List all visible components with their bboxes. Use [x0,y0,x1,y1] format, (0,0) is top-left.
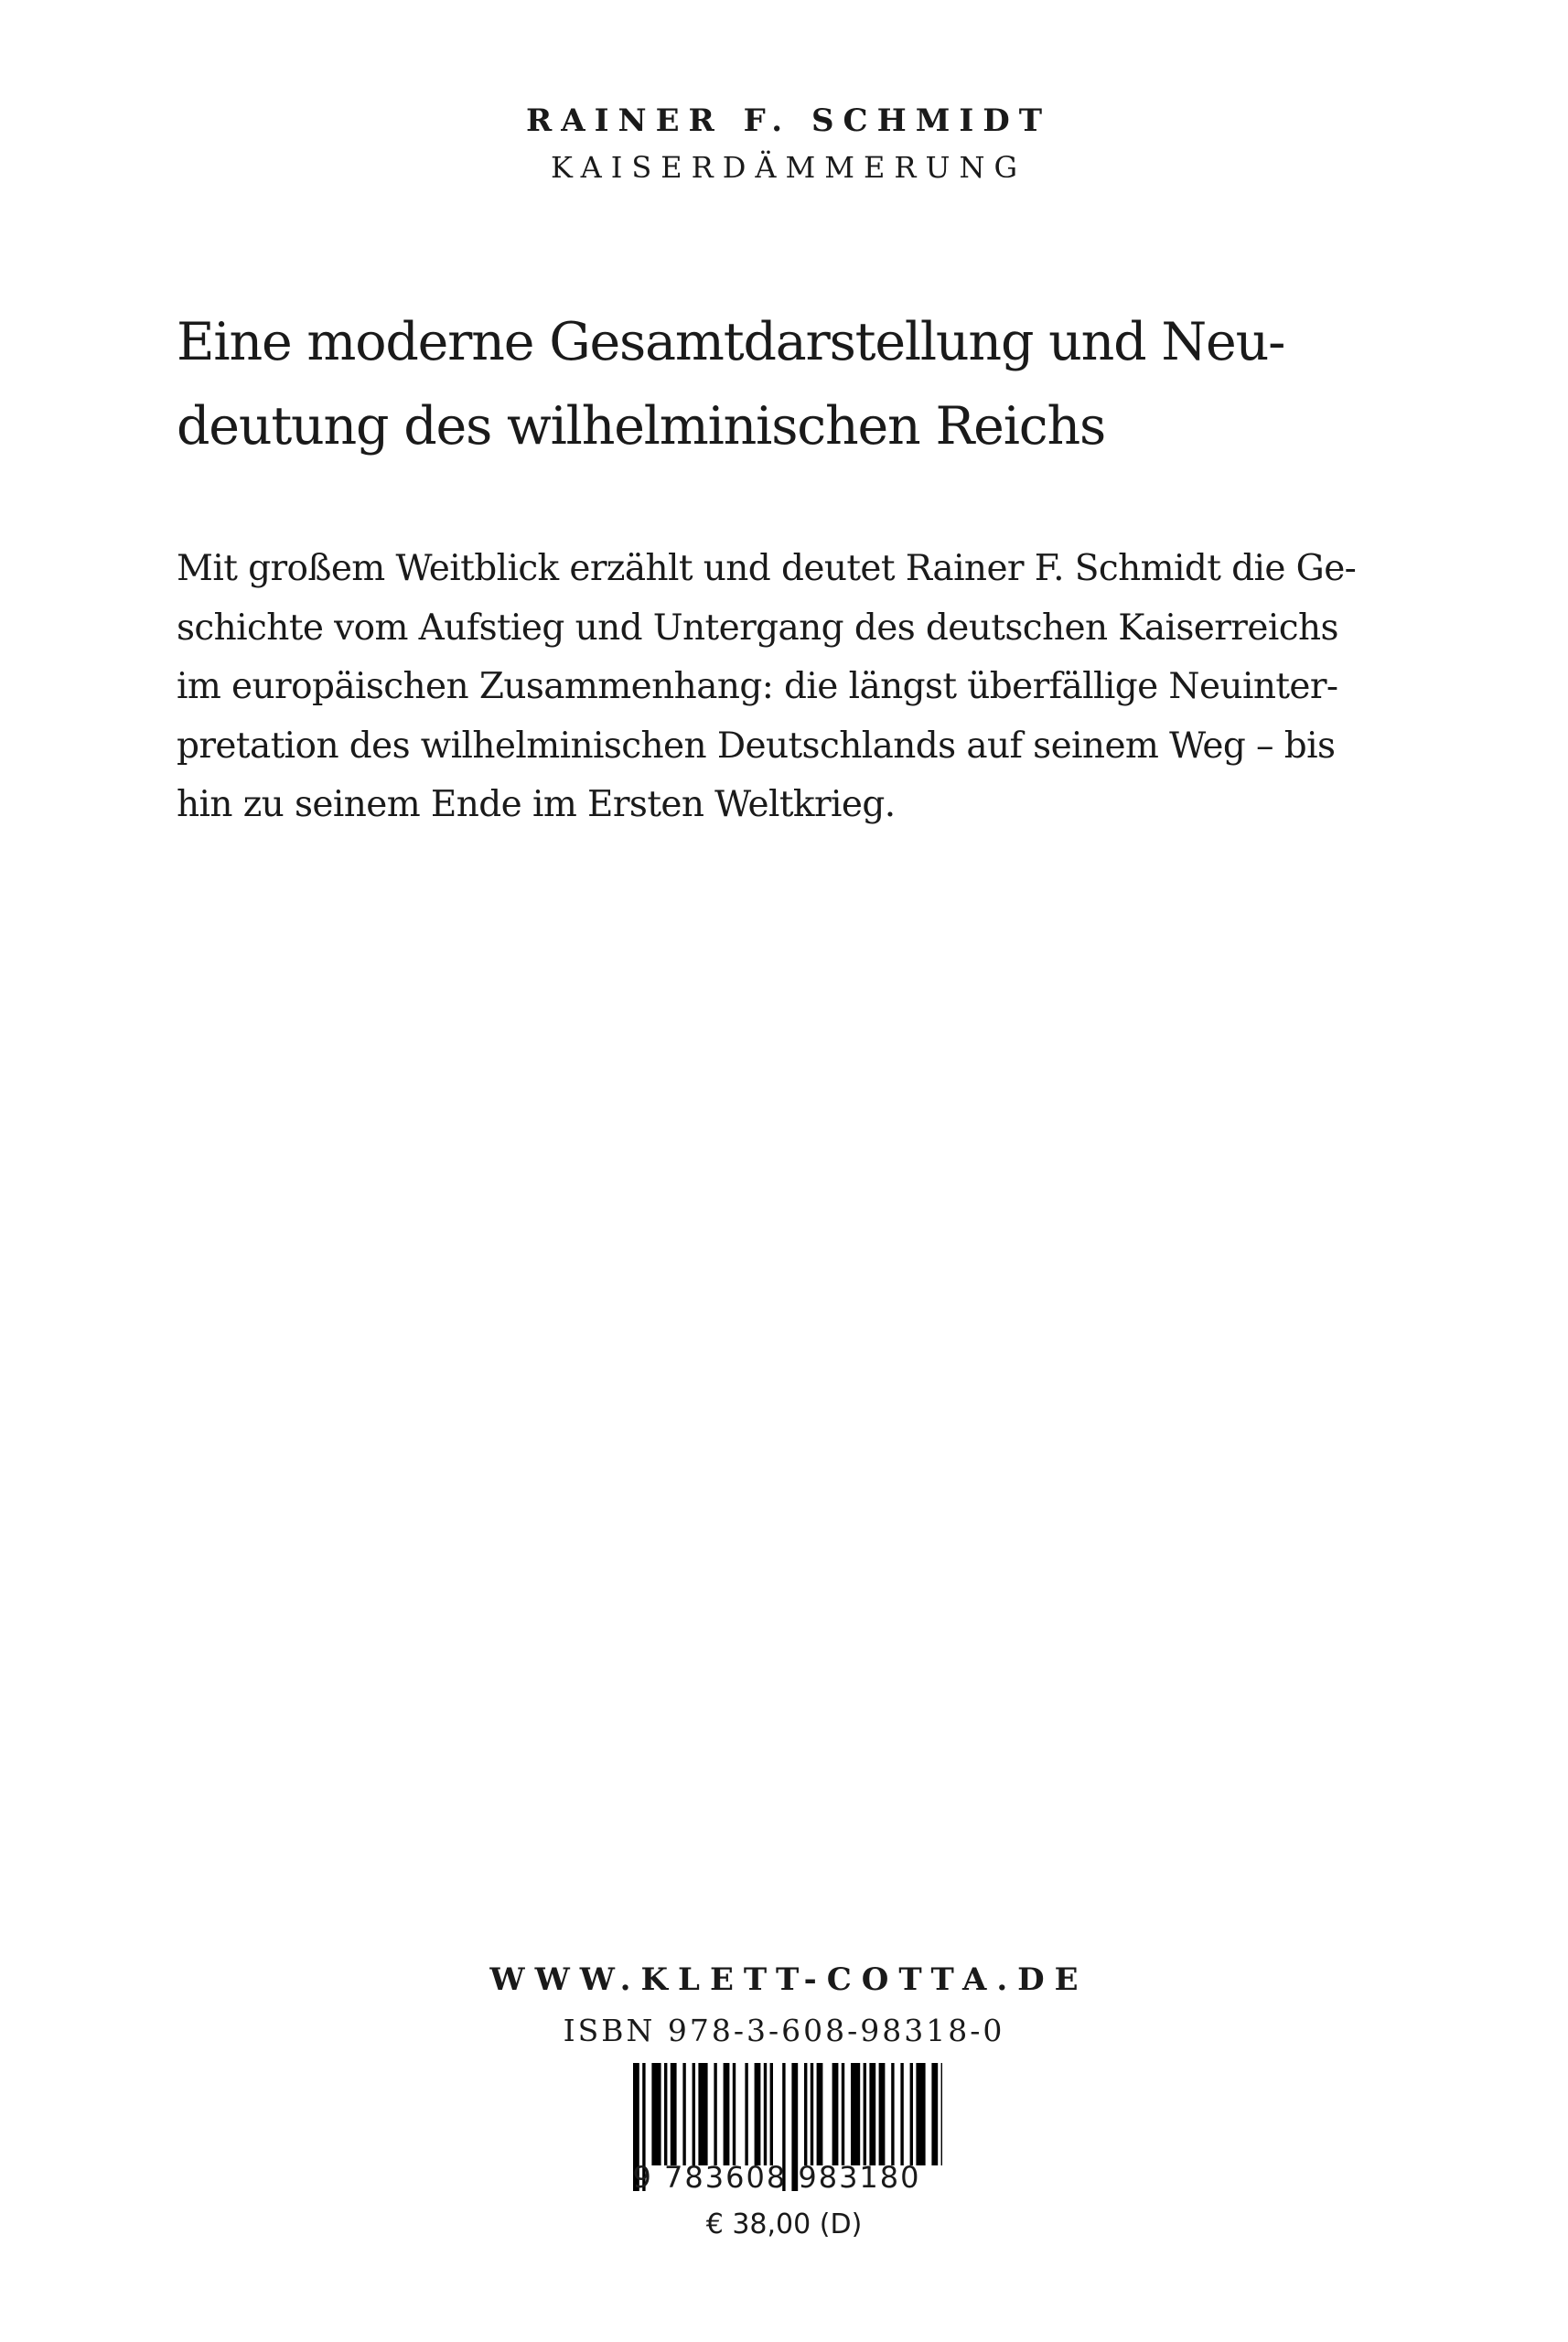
barcode-bar [869,2063,875,2165]
cover-header [0,97,1568,190]
blurb-line: pretation des wilhelminischen Deutschlands auf seinem Weg – bis [177,725,1336,767]
barcode-bar [745,2063,747,2165]
barcode-bar [804,2063,807,2165]
barcode-bar [714,2063,716,2165]
book-title: KAISERDÄMMERUNG [550,150,1026,185]
cover-footer [0,1954,1568,2057]
barcode-bar [671,2063,677,2165]
blurb-line: Mit großem Weitblick erzählt und deutet Rainer F. Schmidt die Ge- [177,548,1357,589]
author-name: RAINER F. SCHMIDT [525,102,1052,139]
barcode-bar [682,2063,685,2165]
barcode-bar [931,2063,938,2165]
barcode [611,2063,942,2218]
barcode-bar [851,2063,860,2165]
blurb-line: schichte vom Aufstieg und Untergang des deutschen Kaiserreichs [177,607,1338,649]
barcode-bar [916,2063,925,2165]
barcode-bar [770,2063,773,2165]
barcode-bar [879,2063,886,2165]
price-label: € 38,00 (D) [705,2208,863,2240]
barcode-bar [864,2063,866,2165]
headline-line: Eine moderne Gesamtdarstellung und Neu- [177,312,1285,372]
barcode-bar [811,2063,813,2165]
barcode-bar [651,2063,660,2165]
barcode-bar [910,2063,913,2165]
barcode-bar [664,2063,667,2165]
blurb-text [177,540,1384,835]
headline-line: deutung des wilhelminischen Reichs [177,396,1106,457]
blurb-line: hin zu seinem Ende im Ersten Weltkrieg. [177,784,896,825]
barcode-bar [693,2063,695,2165]
barcode-bar [698,2063,707,2165]
barcode-bar [755,2063,761,2165]
barcode-digits: 9 783608 983180 [632,2160,921,2195]
blurb-line: im europäischen Zusammenhang: die längst überfällige Neuinter- [177,666,1338,707]
headline [177,300,1366,468]
barcode-bar [832,2063,839,2165]
barcode-graphic [611,2063,942,2218]
barcode-bar [764,2063,767,2165]
barcode-bar [891,2063,894,2165]
publisher-website[interactable]: WWW.KLETT-COTTA.DE [489,1961,1089,1998]
barcode-bar [733,2063,736,2165]
barcode-bar [941,2063,942,2165]
barcode-bar [842,2063,844,2165]
barcode-bar [900,2063,903,2165]
isbn-text: ISBN 978-3-608-98318-0 [563,2013,1005,2048]
barcode-bar [817,2063,823,2165]
barcode-bar [724,2063,730,2165]
